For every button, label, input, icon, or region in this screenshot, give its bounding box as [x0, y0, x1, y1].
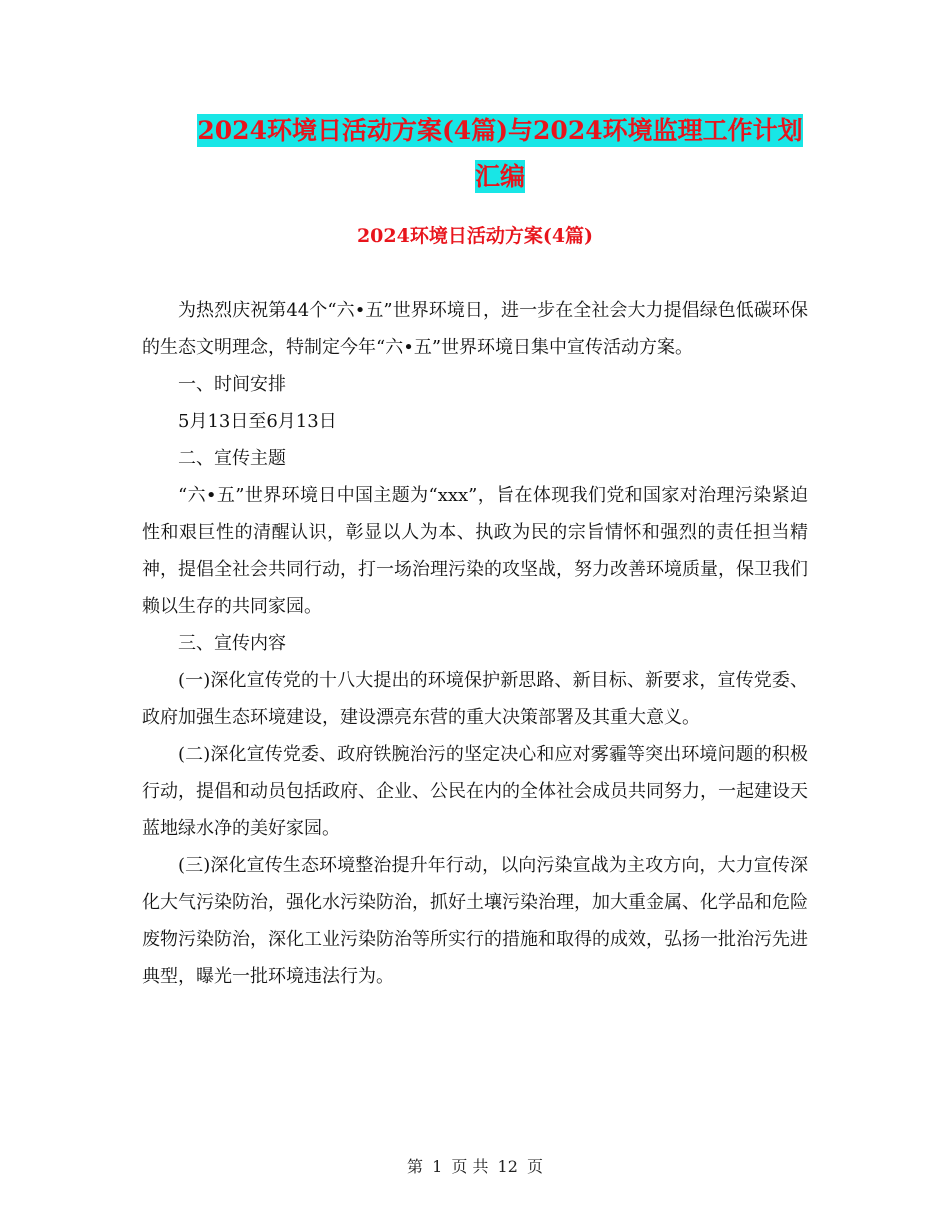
- paragraph-content-1: (一)深化宣传党的十八大提出的环境保护新思路、新目标、新要求，宣传党委、政府加强生态环境建设，建设漂亮东营的重大决策部署及其重大意义。: [142, 670, 808, 728]
- document-title-line-2: 汇编: [474, 162, 525, 191]
- paragraph-content-3: (三)深化宣传生态环境整治提升年行动，以向污染宣战为主攻方向，大力宣传深化大气污染防治，强化水污染防治，抓好土壤污染治理，加大重金属、化学品和危险废物污染防治，深化工业污染防治等所实行的措施和取得的成效，弘扬一批治污先进典型，曝光一批环境违法行为。: [142, 855, 808, 987]
- heading-content: 三、宣传内容: [178, 633, 286, 654]
- document-title-line-1: 2024环境日活动方案(4篇)与2024环境监理工作计划: [197, 116, 803, 145]
- page-label-prefix: 第: [406, 1157, 423, 1176]
- heading-schedule: 一、时间安排: [178, 374, 286, 395]
- page-current: 1: [432, 1157, 443, 1176]
- paragraph-intro: 为热烈庆祝第44个“六•五”世界环境日，进一步在全社会大力提倡绿色低碳环保的生态文明理念，特制定今年“六•五”世界环境日集中宣传活动方案。: [142, 300, 808, 358]
- section-title: 2024环境日活动方案(4篇): [356, 225, 594, 247]
- paragraph-theme: “六•五”世界环境日中国主题为“xxx”，旨在体现我们党和国家对治理污染紧迫性和艰巨性的清醒认识，彰显以人为本、执政为民的宗旨情怀和强烈的责任担当精神，提倡全社会共同行动，打一场治理污染的攻坚战，努力改善环境质量，保卫我们赖以生存的共同家园。: [142, 485, 808, 617]
- page-footer: [0, 1154, 950, 1177]
- document-body: [142, 292, 808, 995]
- paragraph-content-2: (二)深化宣传党委、政府铁腕治污的坚定决心和应对雾霾等突出环境问题的积极行动，提倡和动员包括政府、企业、公民在内的全体社会成员共同努力，一起建设天蓝地绿水净的美好家园。: [142, 744, 808, 839]
- page-label-suffix: 页: [527, 1157, 544, 1176]
- heading-theme: 二、宣传主题: [178, 448, 286, 469]
- paragraph-dates: 5月13日至6月13日: [178, 411, 337, 432]
- page-label-mid: 页 共: [451, 1157, 489, 1176]
- document-title: [140, 108, 860, 200]
- page-total: 12: [497, 1157, 518, 1176]
